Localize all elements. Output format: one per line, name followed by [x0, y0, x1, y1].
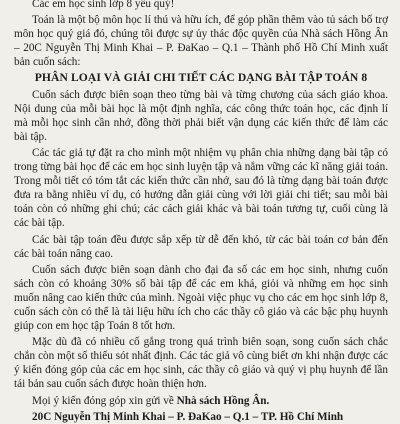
- feedback-paragraph: Mặc dù đã có nhiều cố gắng trong quá trình biên soạn, song cuốn sách chắc chắn còn một số thiếu sót nhất định. Các tác giả vô cùng biết ơn khi nhận được các ý kiến đóng góp của các em học sinh, các thầy cô giáo và quý vị phụ huynh để lần tái bản sau cuốn sách được hoàn thiện hơn.: [14, 336, 388, 391]
- method-paragraph: Các tác giả tự đặt ra cho mình một nhiệm vụ phân chia những dạng bài tập có trong từng bài học để các em học sinh luyện tập và nắm vững các kĩ năng giải toán. Trong mỗi tiết có tóm tắt các kiến thức cần nhớ, sau đó là từng dạng bài toán được đưa ra bằng nhiều ví dụ, có hướng dẫn giải cùng với lời giải chi tiết; sau mỗi bài toán còn có những ghi chú; các cách giải khác và bài toán tương tự, cuối cùng là các bài tập.: [14, 146, 388, 230]
- publisher-name: Nhà sách Hồng Ân.: [176, 394, 270, 407]
- greeting-line: Các em học sinh lớp 8 yêu quý!: [32, 0, 175, 10]
- intro-paragraph: Toán là một bộ môn học lí thú và hữu ích, để góp phần thêm vào tủ sách bổ trợ môn học quý giá đó, chúng tôi được sự ủy thác độc quyền của Nhà sách Hồng Ân – 20C Nguyễn Thị Minh Khai – P. ĐaKao – Q.1 – Thành phố Hồ Chí Minh xuất bản cuốn sách:: [14, 14, 388, 69]
- document-body: [14, 0, 388, 424]
- ordering-paragraph: Các bài tập toán đều được sắp xếp từ dễ đến khó, từ các bài toán cơ bản đến các bài toán nâng cao.: [14, 233, 388, 260]
- address-line: 20C Nguyễn Thị Minh Khai – P. ĐaKao – Q.1 – TP. Hồ Chí Minh: [32, 410, 344, 423]
- structure-paragraph: Cuốn sách được biên soạn theo từng bài và từng chương của sách giáo khoa. Nội dung của mỗi bài học là một định nghĩa, các công thức toán học, các định lí mà mỗi học sinh cần nhớ, đồng thời phải biết vận dụng các kiến thức để làm các bài tập.: [14, 88, 388, 143]
- contact-paragraph: [14, 394, 388, 408]
- book-title: PHÂN LOẠI VÀ GIẢI CHI TIẾT CÁC DẠNG BÀI TẬP TOÁN 8: [34, 71, 368, 85]
- contact-prefix: Mọi ý kiến đóng góp xin gửi về: [32, 394, 177, 407]
- audience-paragraph: Cuốn sách được biên soạn dành cho đại đa số các em học sinh, nhưng cuốn sách còn có khoảng 30% số bài tập để các em khá, giỏi và những em học sinh muốn nâng cao kiến thức của mình. Ngoài việc phục vụ cho các em học sinh lớp 8, cuốn sách còn có thể là tài liệu hữu ích cho các thầy cô giáo và các bậc phụ huynh giúp con em học tập Toán 8 tốt hơn.: [14, 263, 388, 333]
